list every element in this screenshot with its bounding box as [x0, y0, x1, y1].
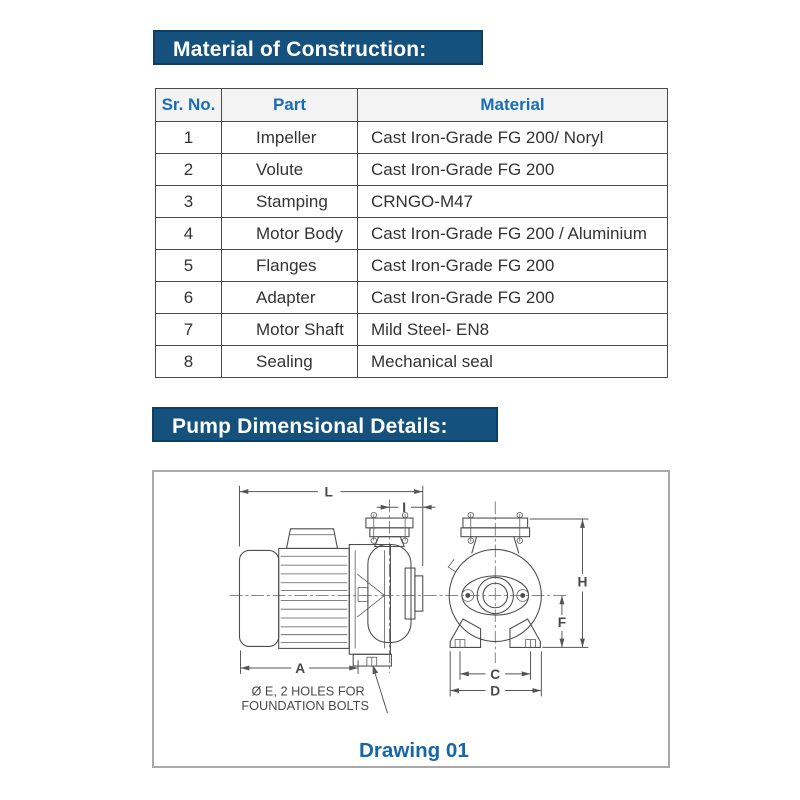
- cell-sr-no: 2: [156, 154, 222, 186]
- dim-label-f: F: [557, 614, 567, 630]
- header-sr-no: Sr. No.: [156, 89, 222, 122]
- cell-sr-no: 3: [156, 186, 222, 218]
- cell-sr-no: 1: [156, 122, 222, 154]
- table-row: [156, 282, 668, 314]
- cell-material: Mild Steel- EN8: [358, 314, 668, 346]
- cutwater-lug: [448, 559, 456, 572]
- cell-part: Motor Body: [222, 218, 358, 250]
- suction-flange-side-outer: [405, 568, 415, 619]
- dim-label-c: C: [490, 666, 501, 682]
- dim-f: [558, 595, 566, 647]
- pump-drawing-box: [152, 470, 670, 768]
- materials-table-wrap: [155, 88, 667, 378]
- drawing-caption: Drawing 01: [359, 739, 469, 763]
- header-part: Part: [222, 89, 358, 122]
- cell-sr-no: 4: [156, 218, 222, 250]
- cell-sr-no: 5: [156, 250, 222, 282]
- dim-l: [240, 485, 423, 567]
- note-line-1: Ø E, 2 HOLES FOR: [251, 683, 365, 699]
- cell-sr-no: 8: [156, 346, 222, 378]
- cell-material: Cast Iron-Grade FG 200: [358, 250, 668, 282]
- table-row: [156, 250, 668, 282]
- motor-body: [279, 548, 350, 648]
- cell-part: Impeller: [222, 122, 358, 154]
- mounting-foot: [353, 654, 391, 666]
- table-row: [156, 314, 668, 346]
- cell-sr-no: 7: [156, 314, 222, 346]
- foundation-bolt-note: [241, 665, 387, 713]
- header-row: [156, 89, 668, 122]
- materials-table-head: [156, 89, 668, 122]
- section-title-dimensions: Pump Dimensional Details:: [152, 407, 498, 442]
- motor-fins: [281, 556, 348, 642]
- cell-part: Adapter: [222, 282, 358, 314]
- dim-label-a: A: [295, 660, 306, 676]
- dim-label-i: I: [402, 500, 407, 516]
- cell-part: Volute: [222, 154, 358, 186]
- dim-label-h: H: [577, 574, 588, 590]
- flange-bolt-left-center: [465, 593, 470, 598]
- flange-bolt-right-center: [520, 593, 525, 598]
- cell-part: Stamping: [222, 186, 358, 218]
- cell-material: CRNGO-M47: [358, 186, 668, 218]
- materials-table-body: [156, 122, 668, 378]
- cell-part: Flanges: [222, 250, 358, 282]
- table-row: [156, 186, 668, 218]
- table-row: [156, 218, 668, 250]
- cell-material: Cast Iron-Grade FG 200/ Noryl: [358, 122, 668, 154]
- header-material: Material: [358, 89, 668, 122]
- materials-table: [155, 88, 668, 378]
- fan-cover: [240, 550, 279, 646]
- cell-material: Cast Iron-Grade FG 200 / Aluminium: [358, 218, 668, 250]
- cell-sr-no: 6: [156, 282, 222, 314]
- section-title-materials: Material of Construction:: [153, 30, 483, 65]
- cell-part: Sealing: [222, 346, 358, 378]
- dim-label-l: L: [324, 484, 333, 500]
- dim-a: [240, 650, 358, 676]
- cell-material: Mechanical seal: [358, 346, 668, 378]
- suction-flange-side-inner: [415, 576, 423, 611]
- cell-material: Cast Iron-Grade FG 200: [358, 282, 668, 314]
- cell-material: Cast Iron-Grade FG 200: [358, 154, 668, 186]
- table-row: [156, 346, 668, 378]
- note-line-2: FOUNDATION BOLTS: [241, 698, 369, 714]
- table-row: [156, 122, 668, 154]
- dim-label-d: D: [490, 683, 501, 699]
- pump-dimensional-drawing: [154, 472, 668, 766]
- terminal-box: [287, 529, 338, 549]
- cell-part: Motor Shaft: [222, 314, 358, 346]
- pump-front-view: [448, 501, 541, 663]
- table-row: [156, 154, 668, 186]
